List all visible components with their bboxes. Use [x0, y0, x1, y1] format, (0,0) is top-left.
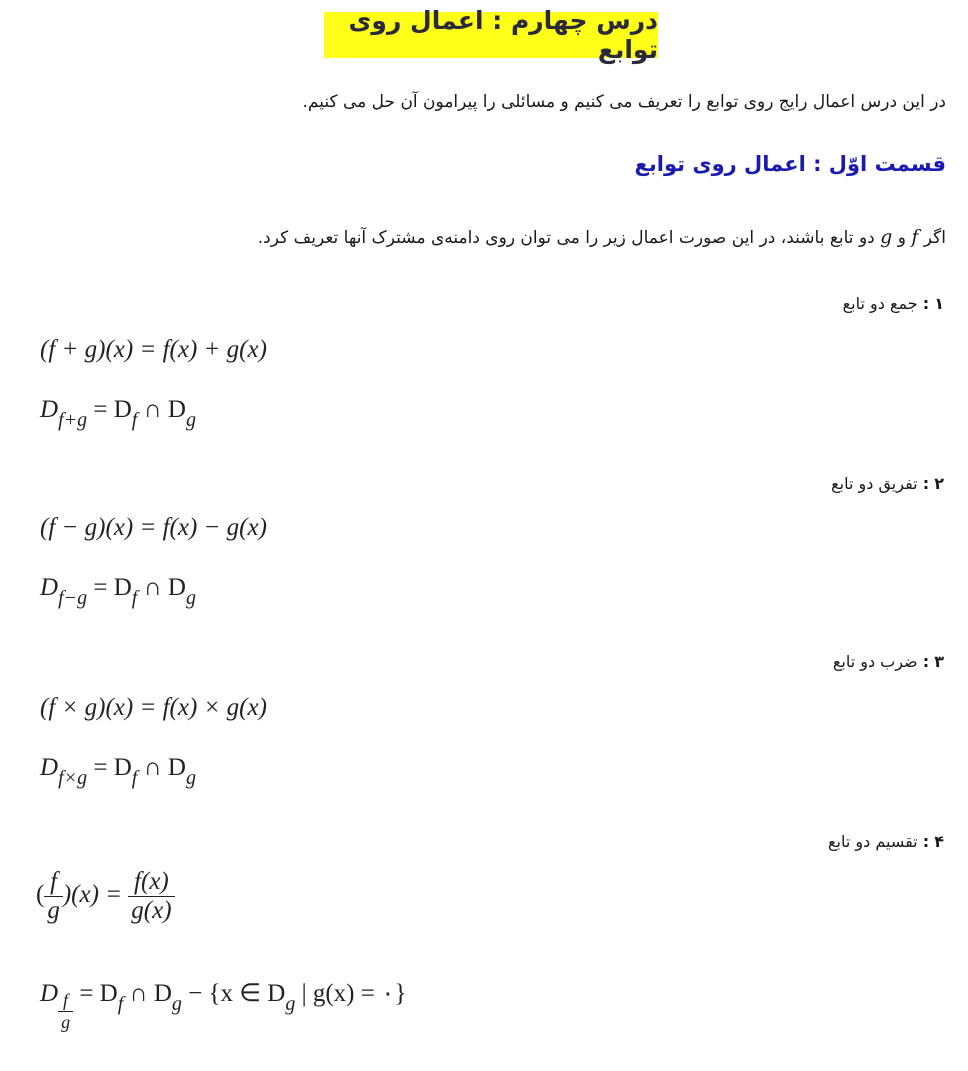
- lesson-title: درس چهارم : اعمال روی توابع: [324, 12, 658, 58]
- operation-4-domain: D $\frac{f}{g}$ = $D_f$ ∩ $D_g - \{x$ ∈ $D_g$ | g(x) = ۰}: [40, 980, 407, 1032]
- operation-1-domain: $D_{f+g} = D_f$ ∩ $D_g$: [40, 396, 196, 431]
- operation-3-heading: ۳ : ضرب دو تابع: [832, 652, 944, 671]
- definition-paragraph: اگر f و g دو تابع باشند، در این صورت اعمال زیر را می توان روی دامنه‌ی مشترک آنها تعریف کرد.: [257, 226, 946, 248]
- lhs-fraction: $\frac{f}{g}$: [44, 868, 63, 925]
- domain-sub-fraction: $\frac{f}{g}$: [58, 990, 73, 1033]
- section-heading: قسمت اوّل : اعمال روی توابع: [634, 152, 946, 176]
- operation-2-formula: (f − g)(x) = f(x) − g(x): [40, 514, 267, 541]
- operation-4-heading: ۴ : تقسیم دو تابع: [828, 832, 944, 851]
- operation-2-domain: $D_{f-g} = D_f$ ∩ $D_g$: [40, 574, 196, 609]
- intro-paragraph: در این درس اعمال رایج روی توابع را تعریف می کنیم و مسائلی را پیرامون آن حل می کنیم.: [302, 92, 946, 112]
- operation-1-formula: (f + g)(x) = f(x) + g(x): [40, 336, 267, 363]
- operation-3-formula: (f × g)(x) = f(x) × g(x): [40, 694, 267, 721]
- operation-4-formula: ( $\frac{f}{g}$ )(x) = $\frac{f(x)}{g(x)}$: [36, 868, 175, 925]
- rhs-fraction: $\frac{f(x)}{g(x)}$: [128, 868, 174, 925]
- operation-1-heading: ۱ : جمع دو تابع: [842, 294, 944, 313]
- operation-3-domain: $D_{f\times g} = D_f$ ∩ $D_g$: [40, 754, 196, 789]
- operation-2-heading: ۲ : تفریق دو تابع: [831, 474, 944, 493]
